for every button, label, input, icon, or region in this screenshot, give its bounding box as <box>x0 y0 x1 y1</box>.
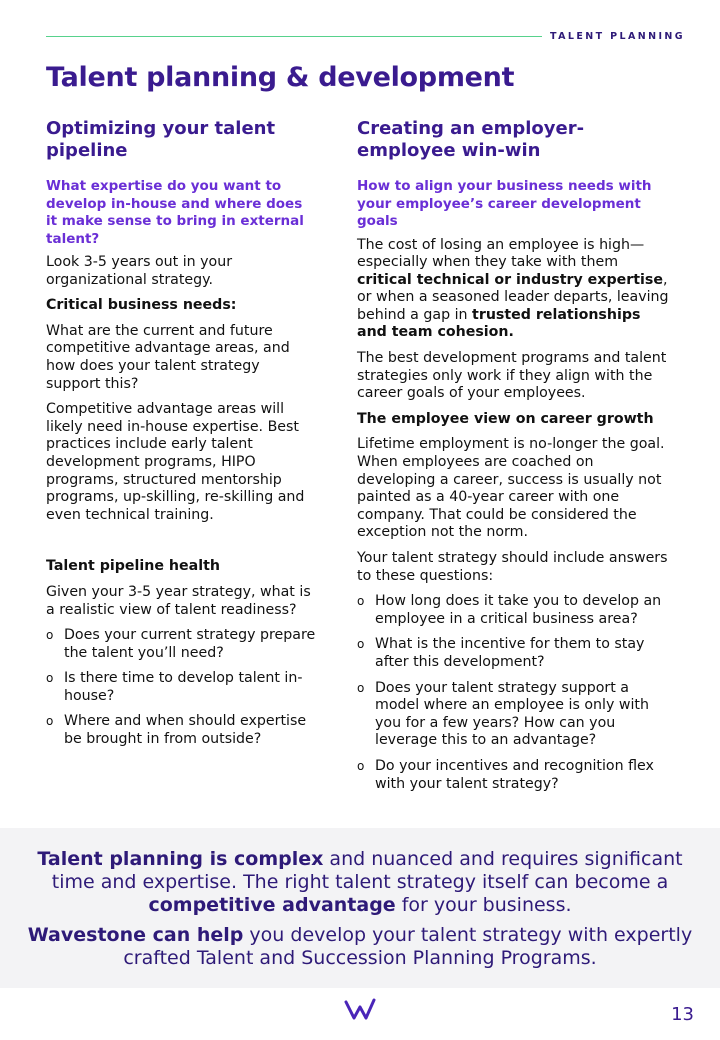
page-number: 13 <box>671 1004 694 1025</box>
left-question: What expertise do you want to develop in-house and where does it make sense to bring in external talent? <box>46 178 304 247</box>
bullet-icon: o <box>46 714 54 729</box>
bullet-icon: o <box>46 628 54 643</box>
right-bullet-list <box>357 593 675 793</box>
right-paragraph-4: Your talent strategy should include answers to these questions: <box>357 550 668 584</box>
right-paragraph-1 <box>357 237 675 343</box>
list-item-text: How long does it take you to develop an employee in a critical business area? <box>375 593 662 627</box>
left-subheading-pipeline-health: Talent pipeline health <box>46 558 220 575</box>
right-question: How to align your business needs with your employee’s career development goals <box>357 178 652 229</box>
list-item-text: Does your talent strategy support a model where an employee is only with you for a few years? How can you leverage this to an advantage? <box>375 679 649 749</box>
bullet-icon: o <box>357 758 365 773</box>
list-item <box>46 670 318 705</box>
left-bullet-list <box>46 627 318 749</box>
list-item <box>46 627 318 662</box>
left-intro: Look 3-5 years out in your organizational strategy. <box>46 254 233 288</box>
list-item <box>357 680 675 750</box>
wavestone-logo-icon <box>343 998 377 1022</box>
emphasis-text: Talent planning is complex <box>37 848 324 870</box>
list-item-text: Is there time to develop talent in-house? <box>64 670 303 704</box>
right-subheading-career-growth: The employee view on career growth <box>357 410 654 427</box>
left-subheading-critical-needs: Critical business needs: <box>46 297 237 314</box>
callout-paragraph-1 <box>20 848 700 917</box>
left-paragraph-1: What are the current and future competitive advantage areas, and how does your talent strategy support this? <box>46 322 290 392</box>
emphasis-text: Wavestone can help <box>27 924 244 946</box>
left-column <box>46 118 318 757</box>
text-run: , or when a seasoned leader departs, leaving behind a gap in <box>357 271 669 323</box>
text-run: and nuanced and requires significant time and expertise. The right talent strategy itself can become a <box>51 848 683 893</box>
callout-band <box>0 828 720 988</box>
list-item <box>357 593 675 628</box>
bullet-icon: o <box>357 594 365 609</box>
list-item-text: Where and when should expertise be brought in from outside? <box>64 713 307 748</box>
text-run: you develop your talent strategy with expertly crafted Talent and Succession Planning Programs. <box>123 924 693 969</box>
list-item <box>357 758 675 793</box>
bullet-icon: o <box>46 671 54 686</box>
bullet-icon: o <box>357 680 365 695</box>
header-rule <box>46 36 542 37</box>
left-paragraph-3: Given your 3-5 year strategy, what is a realistic view of talent readiness? <box>46 583 311 618</box>
left-paragraph-2: Competitive advantage areas will likely need in-house expertise. Best practices include early talent development programs, HIPO programs, structured mentorship programs, up-skilling, re-skilling and even technical training. <box>46 401 305 523</box>
emphasis-text: critical technical or industry expertise <box>357 271 663 288</box>
page-title: Talent planning & development <box>46 62 515 93</box>
list-item-text: Does your current strategy prepare the talent you’ll need? <box>64 627 316 661</box>
text-run: The cost of losing an employee is high—especially when they take with them <box>357 236 645 271</box>
emphasis-text: competitive advantage <box>148 894 396 916</box>
left-heading: Optimizing your talent pipeline <box>46 118 276 161</box>
list-item-text: Do your incentives and recognition flex with your talent strategy? <box>375 757 654 792</box>
right-heading: Creating an employer-employee win-win <box>357 118 585 161</box>
right-column <box>357 118 675 801</box>
right-paragraph-3: Lifetime employment is no-longer the goal. When employees are coached on developing a career, success is usually not painted as a 40-year career with one company. That could be considered the exception not the norm. <box>357 436 665 541</box>
bullet-icon: o <box>357 637 365 652</box>
list-item <box>357 636 675 671</box>
section-tag: TALENT PLANNING <box>550 31 685 42</box>
text-run: for your business. <box>395 894 572 916</box>
emphasis-text: trusted relationships and team cohesion. <box>357 306 641 341</box>
list-item-text: What is the incentive for them to stay after this development? <box>375 636 645 670</box>
right-paragraph-2: The best development programs and talent strategies only work if they align with the career goals of your employees. <box>357 350 667 402</box>
callout-paragraph-2 <box>20 924 700 970</box>
list-item <box>46 713 318 748</box>
